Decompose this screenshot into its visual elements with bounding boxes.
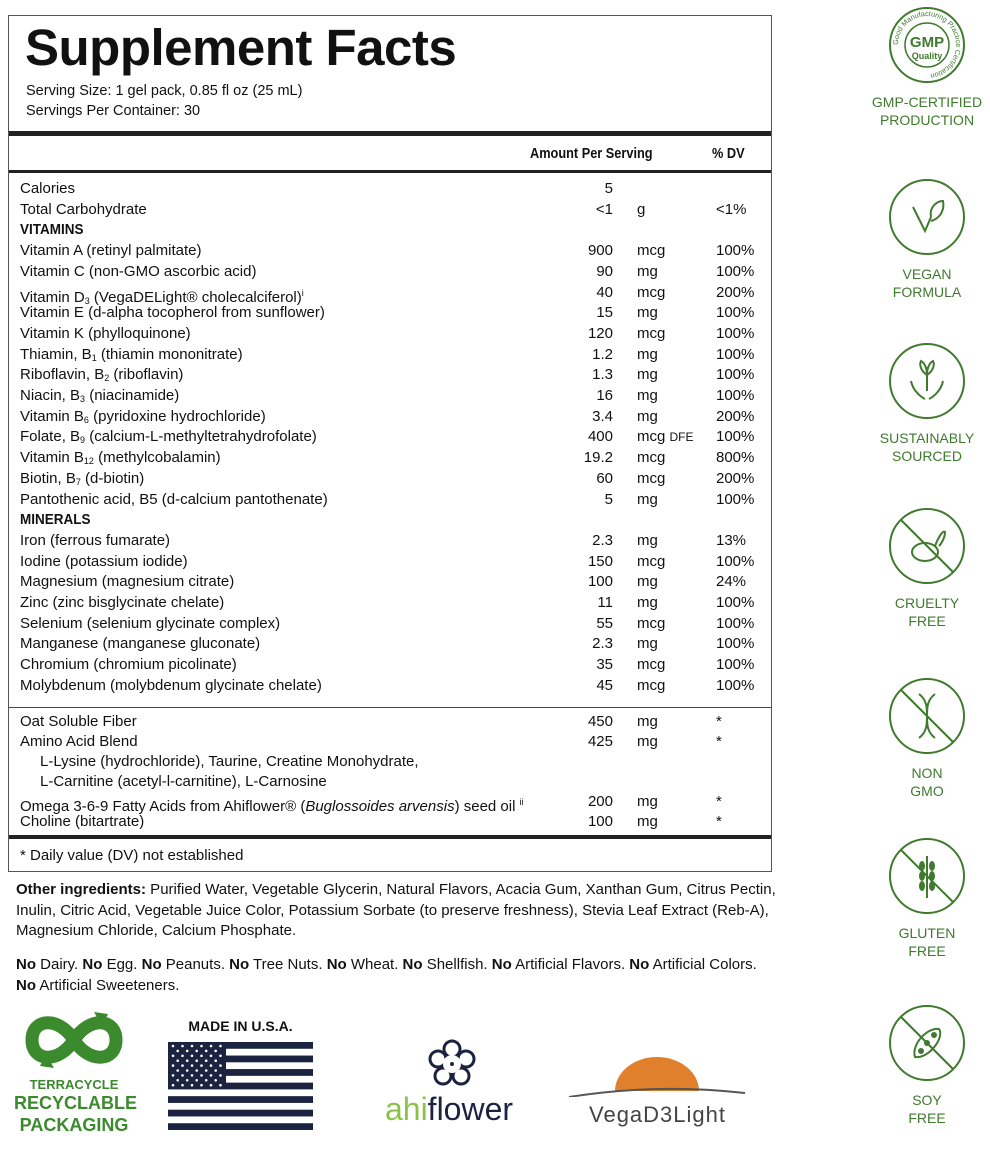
- amount: 200: [587, 793, 613, 810]
- nutrient-row: [20, 614, 771, 634]
- name-part: Choline (bitartrate): [20, 813, 145, 830]
- hands-plant-icon: [887, 341, 967, 421]
- unit: [637, 676, 665, 696]
- badge-line: GMO: [910, 783, 944, 799]
- unit: [637, 655, 665, 675]
- nutrient-name: [20, 200, 147, 220]
- name-part: (pyridoxine hydrochloride): [88, 407, 266, 425]
- name-part: Biotin, B: [20, 469, 76, 487]
- nutrient-name: [20, 510, 91, 530]
- subscript: 1: [91, 352, 97, 363]
- dna-crossed-icon: [887, 676, 967, 756]
- nutrient-name: [20, 531, 170, 551]
- allergen-item: Peanuts.: [161, 956, 230, 973]
- footnote: * Daily value (DV) not established: [20, 847, 244, 864]
- daily-value: 100%: [716, 345, 755, 363]
- ahiflower-logo: [362, 1038, 542, 1125]
- nutrient-row: [20, 469, 771, 489]
- nutrient-row: [20, 712, 771, 732]
- vegan-leaf-icon: [887, 177, 967, 257]
- nutrient-name: [20, 552, 188, 572]
- other-ingredients-text: Purified Water, Vegetable Glycerin, Natural Flavors, Acacia Gum, Xanthan Gum, Citrus Pectin, Inulin, Citric Acid, Vegetable Juice Color, Potassium Sorbate (to preserve freshness), Stevia Leaf Extract (Reb-A), Magnesium Chloride, Calcium Phosphate.: [16, 881, 776, 939]
- name-part: Vitamin D: [20, 288, 85, 306]
- amount: 100: [587, 813, 613, 830]
- daily-value: 13%: [716, 531, 747, 549]
- unit-text: mg: [637, 573, 658, 591]
- name-part: Folate, B: [20, 428, 81, 446]
- nutrient-row: [20, 448, 771, 468]
- unit: [637, 200, 645, 220]
- allergen-item: Shellfish.: [422, 956, 492, 973]
- badge-line: GMP-CERTIFIED: [871, 94, 983, 110]
- seal-quality-text: Quality: [911, 51, 943, 61]
- name-part: Vitamin E (d-alpha tocopherol from sunflower): [20, 304, 325, 322]
- nutrient-name: [20, 365, 183, 388]
- name-part: Selenium (selenium glycinate complex): [20, 614, 281, 632]
- nutrient-name: [20, 345, 243, 368]
- unit-text: mcg: [637, 676, 666, 694]
- amount: 90: [596, 262, 613, 280]
- allergen-item: Tree Nuts.: [249, 956, 327, 973]
- nutrient-name: [20, 241, 201, 261]
- unit: [637, 303, 658, 323]
- daily-value: 200%: [716, 283, 755, 301]
- unit-text: mcg: [637, 449, 666, 467]
- no-label: No: [141, 956, 162, 973]
- nutrient-row: [20, 427, 771, 447]
- amount: 425: [587, 733, 613, 750]
- nutrient-name: [40, 772, 327, 792]
- unit: [637, 712, 658, 732]
- unit-text: mcg: [637, 283, 666, 301]
- no-label: No: [629, 956, 650, 973]
- unit: [637, 469, 665, 489]
- unit-text: mg: [637, 635, 658, 653]
- amount: 120: [587, 324, 613, 342]
- nutrient-row: [20, 655, 771, 675]
- unit-qualifier: DFE: [669, 430, 694, 445]
- daily-value: 100%: [716, 490, 755, 508]
- nutrient-name: [20, 220, 84, 240]
- ahiflower-text: ahiflower: [384, 1091, 514, 1127]
- subscript: 3: [84, 295, 90, 306]
- unit-text: mg: [637, 594, 658, 611]
- amount: 900: [587, 242, 613, 260]
- daily-value: 100%: [716, 676, 755, 694]
- nutrient-row: [20, 732, 771, 752]
- badge-sustainably: [870, 341, 984, 465]
- daily-value: 24%: [716, 573, 747, 591]
- badge-line: PRODUCTION: [879, 112, 975, 128]
- nutrient-row: [20, 792, 771, 815]
- amount: 5: [604, 180, 613, 197]
- no-label: No: [402, 956, 423, 973]
- daily-value: 100%: [716, 635, 755, 653]
- amount: 150: [587, 552, 613, 570]
- allergen-item: Wheat.: [346, 956, 403, 973]
- unit: [637, 407, 658, 427]
- nutrient-row: [20, 572, 771, 592]
- unit: [637, 634, 658, 654]
- nutrient-row: [20, 345, 771, 365]
- rabbit-crossed-icon: [887, 506, 967, 586]
- recyclable-text: RECYCLABLE: [14, 1093, 138, 1113]
- daily-value: <1%: [716, 200, 747, 218]
- nutrient-name: [20, 448, 221, 471]
- nutrient-name: [20, 614, 280, 634]
- subscript: 6: [83, 414, 89, 425]
- flag-stripe: [168, 1096, 313, 1103]
- subscript: 3: [80, 394, 86, 404]
- nutrient-name: [20, 469, 144, 492]
- badge-line: SOY: [912, 1092, 942, 1108]
- nutrient-name: [20, 812, 144, 832]
- name-part: (calcium-L-methyltetrahydrofolate): [85, 428, 317, 446]
- unit: [637, 241, 665, 261]
- nutrient-row: [20, 283, 771, 306]
- unit-text: mg: [637, 813, 658, 830]
- badge-non: [870, 676, 984, 800]
- nutrient-name: [20, 179, 75, 199]
- allergen-item: Egg.: [102, 956, 142, 973]
- flower-icon: [427, 1038, 477, 1088]
- daily-value: 100%: [716, 242, 755, 260]
- daily-value: *: [716, 733, 722, 750]
- divider: [9, 707, 771, 708]
- nutrient-name: [20, 593, 224, 613]
- unit: [637, 572, 658, 592]
- unit: [637, 490, 658, 510]
- unit-text: mg: [637, 345, 658, 363]
- name-part: Omega 3-6-9 Fatty Acids from Ahiflower® (: [20, 798, 306, 815]
- amount: 5: [604, 490, 613, 508]
- daily-value: 100%: [716, 594, 755, 611]
- badge-line: FORMULA: [892, 284, 962, 300]
- flag-stripe: [168, 1123, 313, 1130]
- daily-value: 200%: [716, 407, 755, 425]
- name-part: (d-biotin): [80, 469, 145, 487]
- no-label: No: [326, 956, 347, 973]
- unit-text: mg: [637, 387, 658, 404]
- unit-text: mg: [637, 304, 658, 322]
- no-label: No: [82, 956, 103, 973]
- nutrient-name: [20, 732, 138, 752]
- name-part: ) seed oil: [454, 798, 520, 815]
- name-part: Niacin, B: [20, 387, 81, 404]
- terracycle-text: TERRACYCLE: [29, 1077, 119, 1092]
- vegad3light-logo: [565, 1055, 750, 1128]
- name-part: (VegaDELight® cholecalciferol): [89, 288, 302, 306]
- made-in-usa-logo: [168, 1018, 313, 1135]
- unit-text: mcg: [637, 552, 666, 570]
- unit: [637, 365, 658, 385]
- unit-text: mg: [637, 713, 658, 730]
- unit: [637, 448, 665, 468]
- name-part: Riboflavin, B: [20, 366, 105, 384]
- unit-text: mcg: [637, 242, 666, 260]
- unit: [637, 552, 665, 572]
- unit: [637, 593, 658, 613]
- subscript: 7: [75, 476, 81, 487]
- unit: [637, 812, 658, 832]
- dv-header: % DV: [712, 145, 745, 162]
- no-label: No: [16, 977, 36, 994]
- name-part: Molybdenum (molybdenum glycinate chelate): [20, 676, 322, 694]
- unit-text: mg: [637, 366, 658, 384]
- nutrient-row: [20, 241, 771, 261]
- name-part: (niacinamide): [85, 387, 180, 404]
- nutrient-row: [20, 179, 771, 199]
- divider: [9, 170, 771, 173]
- unit-text: mg: [637, 793, 658, 810]
- name-part: (thiamin mononitrate): [96, 345, 243, 363]
- nutrient-row: [20, 531, 771, 551]
- amount: 45: [596, 676, 613, 694]
- no-label: No: [16, 956, 36, 973]
- nutrient-row: [20, 752, 771, 772]
- subscript: 2: [104, 373, 110, 384]
- unit-text: mg: [637, 407, 658, 425]
- amount: 400: [587, 428, 613, 446]
- amount: 60: [596, 469, 613, 487]
- name-part: Vitamin B: [20, 407, 84, 425]
- unit: [637, 792, 658, 812]
- amount: 55: [596, 614, 613, 632]
- amount: 100: [587, 573, 613, 591]
- name-part: Zinc (zinc bisglycinate chelate): [20, 594, 225, 611]
- daily-value: 100%: [716, 387, 755, 404]
- daily-value: 100%: [716, 324, 755, 342]
- seal-gmp-text: GMP: [909, 34, 945, 51]
- nutrient-name: [20, 427, 317, 450]
- unit-text: g: [637, 200, 646, 218]
- badge-gluten: [870, 836, 984, 960]
- name-part: Oat Soluble Fiber: [20, 713, 137, 730]
- nutrient-name: [40, 752, 419, 772]
- unit: [637, 386, 658, 406]
- nutrient-row: [20, 676, 771, 696]
- badge-soy: [870, 1003, 984, 1127]
- nutrient-row: [20, 407, 771, 427]
- badge-line: FREE: [908, 943, 946, 959]
- name-part: Magnesium (magnesium citrate): [20, 573, 235, 591]
- amount: 3.4: [592, 407, 613, 425]
- unit-text: mcg: [637, 469, 666, 487]
- daily-value: *: [716, 813, 722, 830]
- nutrient-row: [20, 634, 771, 654]
- nutrient-row: [20, 365, 771, 385]
- unit-text: mg: [637, 733, 658, 750]
- amount: 11: [597, 594, 613, 611]
- no-label: No: [491, 956, 512, 973]
- us-flag-icon: [168, 1042, 313, 1130]
- nutrient-row: [20, 490, 771, 510]
- unit: [637, 324, 665, 344]
- panel-title: Supplement Facts: [25, 19, 457, 76]
- name-part: VITAMINS: [20, 221, 84, 239]
- name-part: Vitamin C (non-GMO ascorbic acid): [20, 262, 257, 280]
- unit-text: mg: [637, 531, 658, 549]
- allergen-statement: [16, 954, 776, 996]
- allergen-item: Artificial Flavors.: [511, 956, 630, 973]
- seal-ring-textpath: Good Manufacturing Practice Certification: [890, 8, 964, 81]
- nutrient-row: [20, 552, 771, 572]
- name-part: L-Lysine (hydrochloride), Taurine, Creatine Monohydrate,: [40, 753, 419, 770]
- nutrient-row: [20, 593, 771, 613]
- subscript: 9: [80, 435, 86, 446]
- soy-crossed-icon: [887, 1003, 967, 1083]
- name-part: Vitamin K (phylloquinone): [20, 324, 191, 342]
- no-label: No: [229, 956, 250, 973]
- nutrient-name: [20, 407, 266, 430]
- daily-value: *: [716, 793, 722, 810]
- name-part: Vitamin A (retinyl palmitate): [20, 242, 202, 260]
- daily-value: *: [716, 713, 722, 730]
- subscript: 12: [83, 456, 94, 467]
- amount: 2.3: [592, 635, 613, 653]
- nutrient-name: [20, 655, 237, 675]
- footnote-marker: ii: [519, 797, 524, 807]
- amount: 1.3: [592, 366, 613, 384]
- name-part: Manganese (manganese gluconate): [20, 635, 261, 653]
- other-ingredients: [16, 880, 776, 942]
- amount: 40: [596, 283, 613, 301]
- unit-text: mcg: [637, 324, 666, 342]
- section-heading: [20, 510, 771, 530]
- name-part: Total Carbohydrate: [20, 200, 147, 218]
- nutrient-name: [20, 634, 260, 654]
- name-part: Vitamin B: [20, 449, 84, 467]
- footnote-marker: i: [301, 287, 304, 298]
- name-part: Chromium (chromium picolinate): [20, 656, 237, 674]
- unit: [637, 531, 658, 551]
- nutrient-row: [20, 200, 771, 220]
- nutrient-name: [20, 303, 325, 323]
- unit-text: mg: [637, 490, 658, 508]
- badge-line: GLUTEN: [898, 925, 956, 941]
- daily-value: 100%: [716, 614, 755, 632]
- badge-line: SOURCED: [891, 448, 962, 464]
- name-part: Amino Acid Blend: [20, 733, 138, 750]
- unit-text: mg: [637, 262, 658, 280]
- amount: 450: [587, 713, 613, 730]
- unit: [637, 283, 665, 303]
- wheat-crossed-icon: [887, 836, 967, 916]
- name-part: Calories: [20, 180, 76, 197]
- vegad3light-text: VegaD3Light: [589, 1102, 726, 1127]
- servings-per-container: Servings Per Container: 30: [26, 103, 201, 119]
- serving-size: Serving Size: 1 gel pack, 0.85 fl oz (25 mL): [26, 83, 303, 99]
- nutrient-name: [20, 712, 137, 732]
- nutrient-row: [20, 812, 771, 832]
- other-ingredients-label: Other ingredients:: [16, 881, 147, 898]
- nutrient-name: [20, 324, 191, 344]
- nutrient-name: [20, 386, 179, 409]
- flag-stripe: [168, 1110, 313, 1117]
- badge-line: FREE: [908, 1110, 946, 1126]
- nutrient-row: [20, 386, 771, 406]
- nutrient-name: [20, 262, 256, 282]
- nutrient-row: [20, 262, 771, 282]
- nutrient-row: [20, 324, 771, 344]
- daily-value: 100%: [716, 262, 755, 280]
- amount-header: Amount Per Serving: [530, 145, 653, 162]
- unit: [637, 732, 658, 752]
- badge-line: NON: [911, 765, 943, 781]
- daily-value: 800%: [716, 449, 755, 467]
- allergen-item: Artificial Colors.: [649, 956, 757, 973]
- amount: 35: [596, 656, 613, 674]
- name-part: Pantothenic acid, B5 (d-calcium pantothenate): [20, 490, 328, 508]
- name-part: Iron (ferrous fumarate): [20, 531, 171, 549]
- nutrient-row: [20, 303, 771, 323]
- made-in-usa-text: MADE IN U.S.A.: [188, 1018, 293, 1034]
- badge-line: VEGAN: [902, 266, 952, 282]
- unit: [637, 345, 658, 365]
- amount: 19.2: [583, 449, 613, 467]
- supplement-facts-panel: [8, 15, 772, 872]
- badge-cruelty: [870, 506, 984, 630]
- amount: 2.3: [592, 531, 613, 549]
- daily-value: 100%: [716, 656, 755, 674]
- amount: 15: [596, 304, 613, 322]
- daily-value: 100%: [716, 304, 755, 322]
- daily-value: 100%: [716, 366, 755, 384]
- unit-text: mcg: [637, 614, 666, 632]
- nutrient-name: [20, 490, 328, 510]
- section-heading: [20, 220, 771, 240]
- badge-gmp-certified: [870, 5, 984, 129]
- gmp-seal-icon: [887, 5, 967, 85]
- unit: [637, 614, 665, 634]
- badge-vegan: [870, 177, 984, 301]
- badge-line: CRUELTY: [894, 595, 960, 611]
- divider: [9, 131, 771, 136]
- terracycle-logo: [14, 1008, 138, 1136]
- name-part: MINERALS: [20, 511, 91, 529]
- unit-text: mcg: [637, 428, 666, 446]
- daily-value: 100%: [716, 428, 755, 446]
- name-part: (riboflavin): [109, 366, 184, 384]
- packaging-text: PACKAGING: [19, 1115, 129, 1135]
- name-part: Thiamin, B: [20, 345, 92, 363]
- daily-value: 100%: [716, 552, 755, 570]
- name-part: Buglossoides arvensis: [305, 798, 455, 815]
- amount: 16: [596, 387, 613, 404]
- unit: [637, 262, 658, 282]
- name-part: Iodine (potassium iodide): [20, 552, 188, 570]
- nutrient-name: [20, 572, 234, 592]
- nutrient-row: [20, 772, 771, 792]
- divider: [9, 835, 771, 839]
- badge-line: FREE: [908, 613, 946, 629]
- badge-line: SUSTAINABLY: [879, 430, 975, 446]
- unit-text: mcg: [637, 656, 666, 674]
- sunrise-icon: [565, 1055, 750, 1097]
- allergen-item: Artificial Sweeteners.: [36, 977, 180, 994]
- name-part: L-Carnitine (acetyl-l-carnitine), L-Carnosine: [40, 773, 327, 790]
- name-part: (methylcobalamin): [93, 449, 221, 467]
- daily-value: 200%: [716, 469, 755, 487]
- recycle-infinity-icon: [24, 1008, 124, 1072]
- amount: <1: [595, 200, 613, 218]
- nutrient-name: [20, 676, 322, 696]
- amount: 1.2: [592, 345, 613, 363]
- unit: [637, 427, 694, 447]
- allergen-item: Dairy.: [36, 956, 83, 973]
